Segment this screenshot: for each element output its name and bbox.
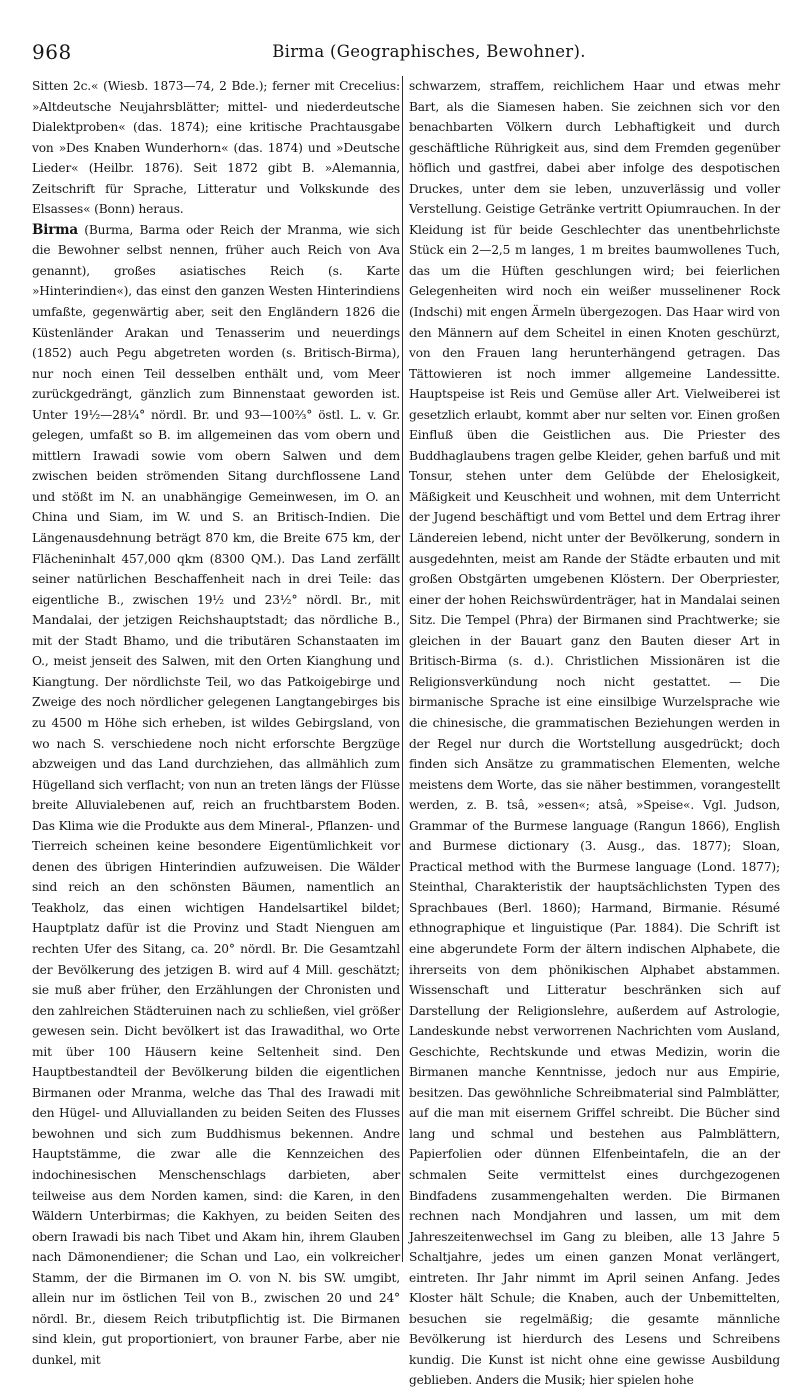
left-column — [32, 76, 400, 1367]
entry-term: Birma — [32, 221, 78, 238]
right-column — [409, 76, 780, 1388]
page-number: 968 — [32, 40, 72, 64]
page-header — [32, 40, 786, 68]
running-head: Birma (Geographisches, Bewohner). — [272, 42, 586, 61]
right-column-text: schwarzem, straffem, reichlichem Haar und etwas mehr Bart, als die Siamesen haben. Sie zeichnen sich vor den benachbarten Völkern durch Lebhaftigkeit und durch geschäftliche Rührigkeit aus, sind dem Fremden gegenüber höflich und gastfrei, dabei aber infolge des despotischen Druckes, unter dem sie leben, unzuverlässig und voller Verstellung. Geistige Getränke vertritt Opiumrauchen. In der Kleidung ist für beide Geschlechter das unentbehrlichste Stück ein 2—2,5 m langes, 1 m breites baumwollenes Tuch, das um die Hüften geschlungen wird; bei feierlichen Gelegenheiten wird noch ein weißer musselinener Rock (Indschi) mit engen Ärmeln übergezogen. Das Haar wird von den Männern auf dem Scheitel in einen Knoten geschürzt, von den Frauen lang herunterhängend getragen. Das Tättowieren ist noch immer allgemeine Landessitte. Hauptspeise ist Reis und Gemüse aller Art. Vielweiberei ist gesetzlich erlaubt, kommt aber nur selten vor. Einen großen Einfluß üben die Geistlichen aus. Die Priester des Buddhaglaubens tragen gelbe Kleider, gehen barfuß und mit Tonsur, stehen unter dem Gelübde der Ehelosigkeit, Mäßigkeit und Keuschheit und wohnen, mit dem Unterricht der Jugend beschäftigt und vom Bettel und dem Ertrag ihrer Ländereien lebend, nicht unter der Bevölkerung, sondern in ausgedehnten, meist am Rande der Städte erbauten und mit großen Obstgärten umgebenen Klöstern. Der Oberpriester, einer der hohen Reichswürdenträger, hat in Mandalai seinen Sitz. Die Tempel (Phra) der Birmanen sind Prachtwerke; sie gleichen in der Bauart ganz den Bauten dieser Art in Britisch-Birma (s. d.). Christlichen Missionären ist die Religionsverkündung noch nicht gestattet. — Die birmanische Sprache ist eine einsilbige Wurzelsprache wie die chinesische, die grammatischen Beziehungen werden in der Regel nur durch die Wortstellung ausgedrückt; doch finden sich Ansätze zu grammatischen Elementen, welche meistens dem Worte, das sie näher bestimmen, vorangestellt werden, z. B. tsâ, »essen«; atsâ, »Speise«. Vgl. Judson, Grammar of the Burmese language (Rangun 1866), English and Burmese dictionary (3. Ausg., das. 1877); Sloan, Practical method with the Burmese language (Lond. 1877); Steinthal, Charakteristik der hauptsächlichsten Typen des Sprachbaues (Berl. 1860); Harmand, Birmanie. Résumé ethnographique et linguistique (Par. 1884). Die Schrift ist eine abgerundete Form der ältern indischen Alphabete, die ihrerseits von dem phönikischen Alphabet abstammen. Wissenschaft und Litteratur beschränken sich auf Darstellung der Religionslehre, außerdem auf Astrologie, Landeskunde nebst verworrenen Nachrichten vom Ausland, Geschichte, Rechtskunde und etwas Medizin, worin die Birmanen manche Kenntnisse, jedoch nur aus Empirie, besitzen. Das gewöhnliche Schreibmaterial sind Palmblätter, auf die man mit eisernem Griffel schreibt. Die Bücher sind lang und schmal und bestehen aus Palmblättern, Papierfolien oder dünnen Elfenbeintafeln, die an der schmalen Seite vermittelst eines durchgezogenen Bindfadens zusammengehalten werden. Die Birmanen rechnen nach Mondjahren und lassen, um mit dem Jahreszeitenwechsel im Gang zu bleiben, alle 13 Jahre 5 Schaltjahre, jedes um einen ganzen Monat verlängert, eintreten. Ihr Jahr nimmt im April seinen Anfang. Jedes Kloster hält Schule; die Knaben, auch der Unbemittelten, besuchen sie regelmäßig; die gesamte männliche Bevölkerung ist hierdurch des Lesens und Schreibens kundig. Die Kunst ist nicht ohne eine gewisse Ausbildung geblieben. Anders die Musik; hier spielen hohe — [409, 79, 780, 1388]
entry-paragraph — [32, 220, 400, 1371]
entry-text: (Burma, Barma oder Reich der Mranma, wie sich die Bewohner selbst nennen, früher auch Reich von Ava genannt), großes asiatisches Reich (s. Karte »Hinterindien«), das einst den ganzen Westen Hinterindiens umfaßte, gegenwärtig aber, seit den Engländern 1826 die Küstenländer Arakan und Tenasserim und neuerdings (1852) auch Pegu abgetreten worden (s. Britisch-Birma), nur noch einen Teil desselben enthält und, vom Meer zurückgedrängt, gänzlich zum Binnenstaat geworden ist. Unter 19½—28¼° nördl. Br. und 93—100⅔° östl. L. v. Gr. gelegen, umfaßt so B. im allgemeinen das vom obern und mittlern Irawadi sowie vom obern Salwen und dem zwischen beiden strömenden Sitang durchflossene Land und stößt im N. an unabhängige Gemeinwesen, im O. an China und Siam, im W. und S. an Britisch-Indien. Die Längenausdehnung beträgt 870 km, die Breite 675 km, der Flächeninhalt 457,000 qkm (8300 QM.). Das Land zerfällt seiner natürlichen Beschaffenheit nach in drei Teile: das eigentliche B., zwischen 19½ und 23½° nördl. Br., mit Mandalai, der jetzigen Reichshauptstadt; das nördliche B., mit der Stadt Bhamo, und die tributären Schanstaaten im O., meist jenseit des Salwen, mit den Orten Kianghung und Kiangtung. Der nördlichste Teil, wo das Patkoigebirge und Zweige des noch nördlicher gelegenen Langtangebirges bis zu 4500 m Höhe sich erheben, ist wildes Gebirgsland, von wo nach S. verschiedene noch nicht erforschte Bergzüge abzweigen und das Land durchziehen, das allmählich zum Hügelland sich verflacht; von nun an treten längs der Flüsse breite Alluvialebenen auf, reich an fruchtbarstem Boden. Das Klima wie die Produkte aus dem Mineral-, Pflanzen- und Tierreich scheinen keine besondere Eigentümlichkeit vor denen des übrigen Hinterindien aufzuweisen. Die Wälder sind reich an den schönsten Bäumen, namentlich an Teakholz, das einen wichtigen Handelsartikel bildet; Hauptplatz dafür ist die Provinz und Stadt Nienguen am rechten Ufer des Sitang, ca. 20° nördl. Br. Die Gesamtzahl der Bevölkerung des jetzigen B. wird auf 4 Mill. geschätzt; sie muß aber früher, den Erzählungen der Chronisten und den zahlreichen Städteruinen nach zu schließen, viel größer gewesen sein. Dicht bevölkert ist das Irawadithal, wo Orte mit über 100 Häusern keine Seltenheit sind. Den Hauptbestandteil der Bevölkerung bilden die eigentlichen Birmanen oder Mranma, welche das Thal des Irawadi mit den Hügel- und Alluviallanden zu beiden Seiten des Flusses bewohnen und sich zum Buddhismus bekennen. Andre Hauptstämme, die zwar alle die Kennzeichen des indochinesischen Menschenschlags darbieten, aber teilweise aus dem Norden kamen, sind: die Karen, in den Wäldern Unterbirmas; die Kakhyen, zu beiden Seiten des obern Irawadi bis nach Tibet und Akam hin, ihrem Glauben nach Dämonendiener; die Schan und Lao, ein volkreicher Stamm, der die Birmanen im O. von N. bis SW. umgibt, allein nur im östlichen Teil von B., zwischen 20 und 24° nördl. Br., diesem Reich tributpflichtig ist. Die Birmanen sind klein, gut proportioniert, von brauner Farbe, aber nie dunkel, mit — [32, 222, 400, 1367]
continuation-paragraph: Sitten 2c.« (Wiesb. 1873—74, 2 Bde.); ferner mit Crecelius: »Altdeutsche Neujahrsblätter; mittel- und niederdeutsche Dialektproben« (das. 1874); eine kritische Prachtausgabe von »Des Knaben Wunderhorn« (das. 1874) und »Deutsche Lieder« (Heilbr. 1876). Seit 1872 gibt B. »Alemannia, Zeitschrift für Sprache, Litteratur und Volkskunde des Elsasses« (Bonn) heraus. — [32, 79, 400, 217]
column-divider — [402, 76, 403, 1262]
